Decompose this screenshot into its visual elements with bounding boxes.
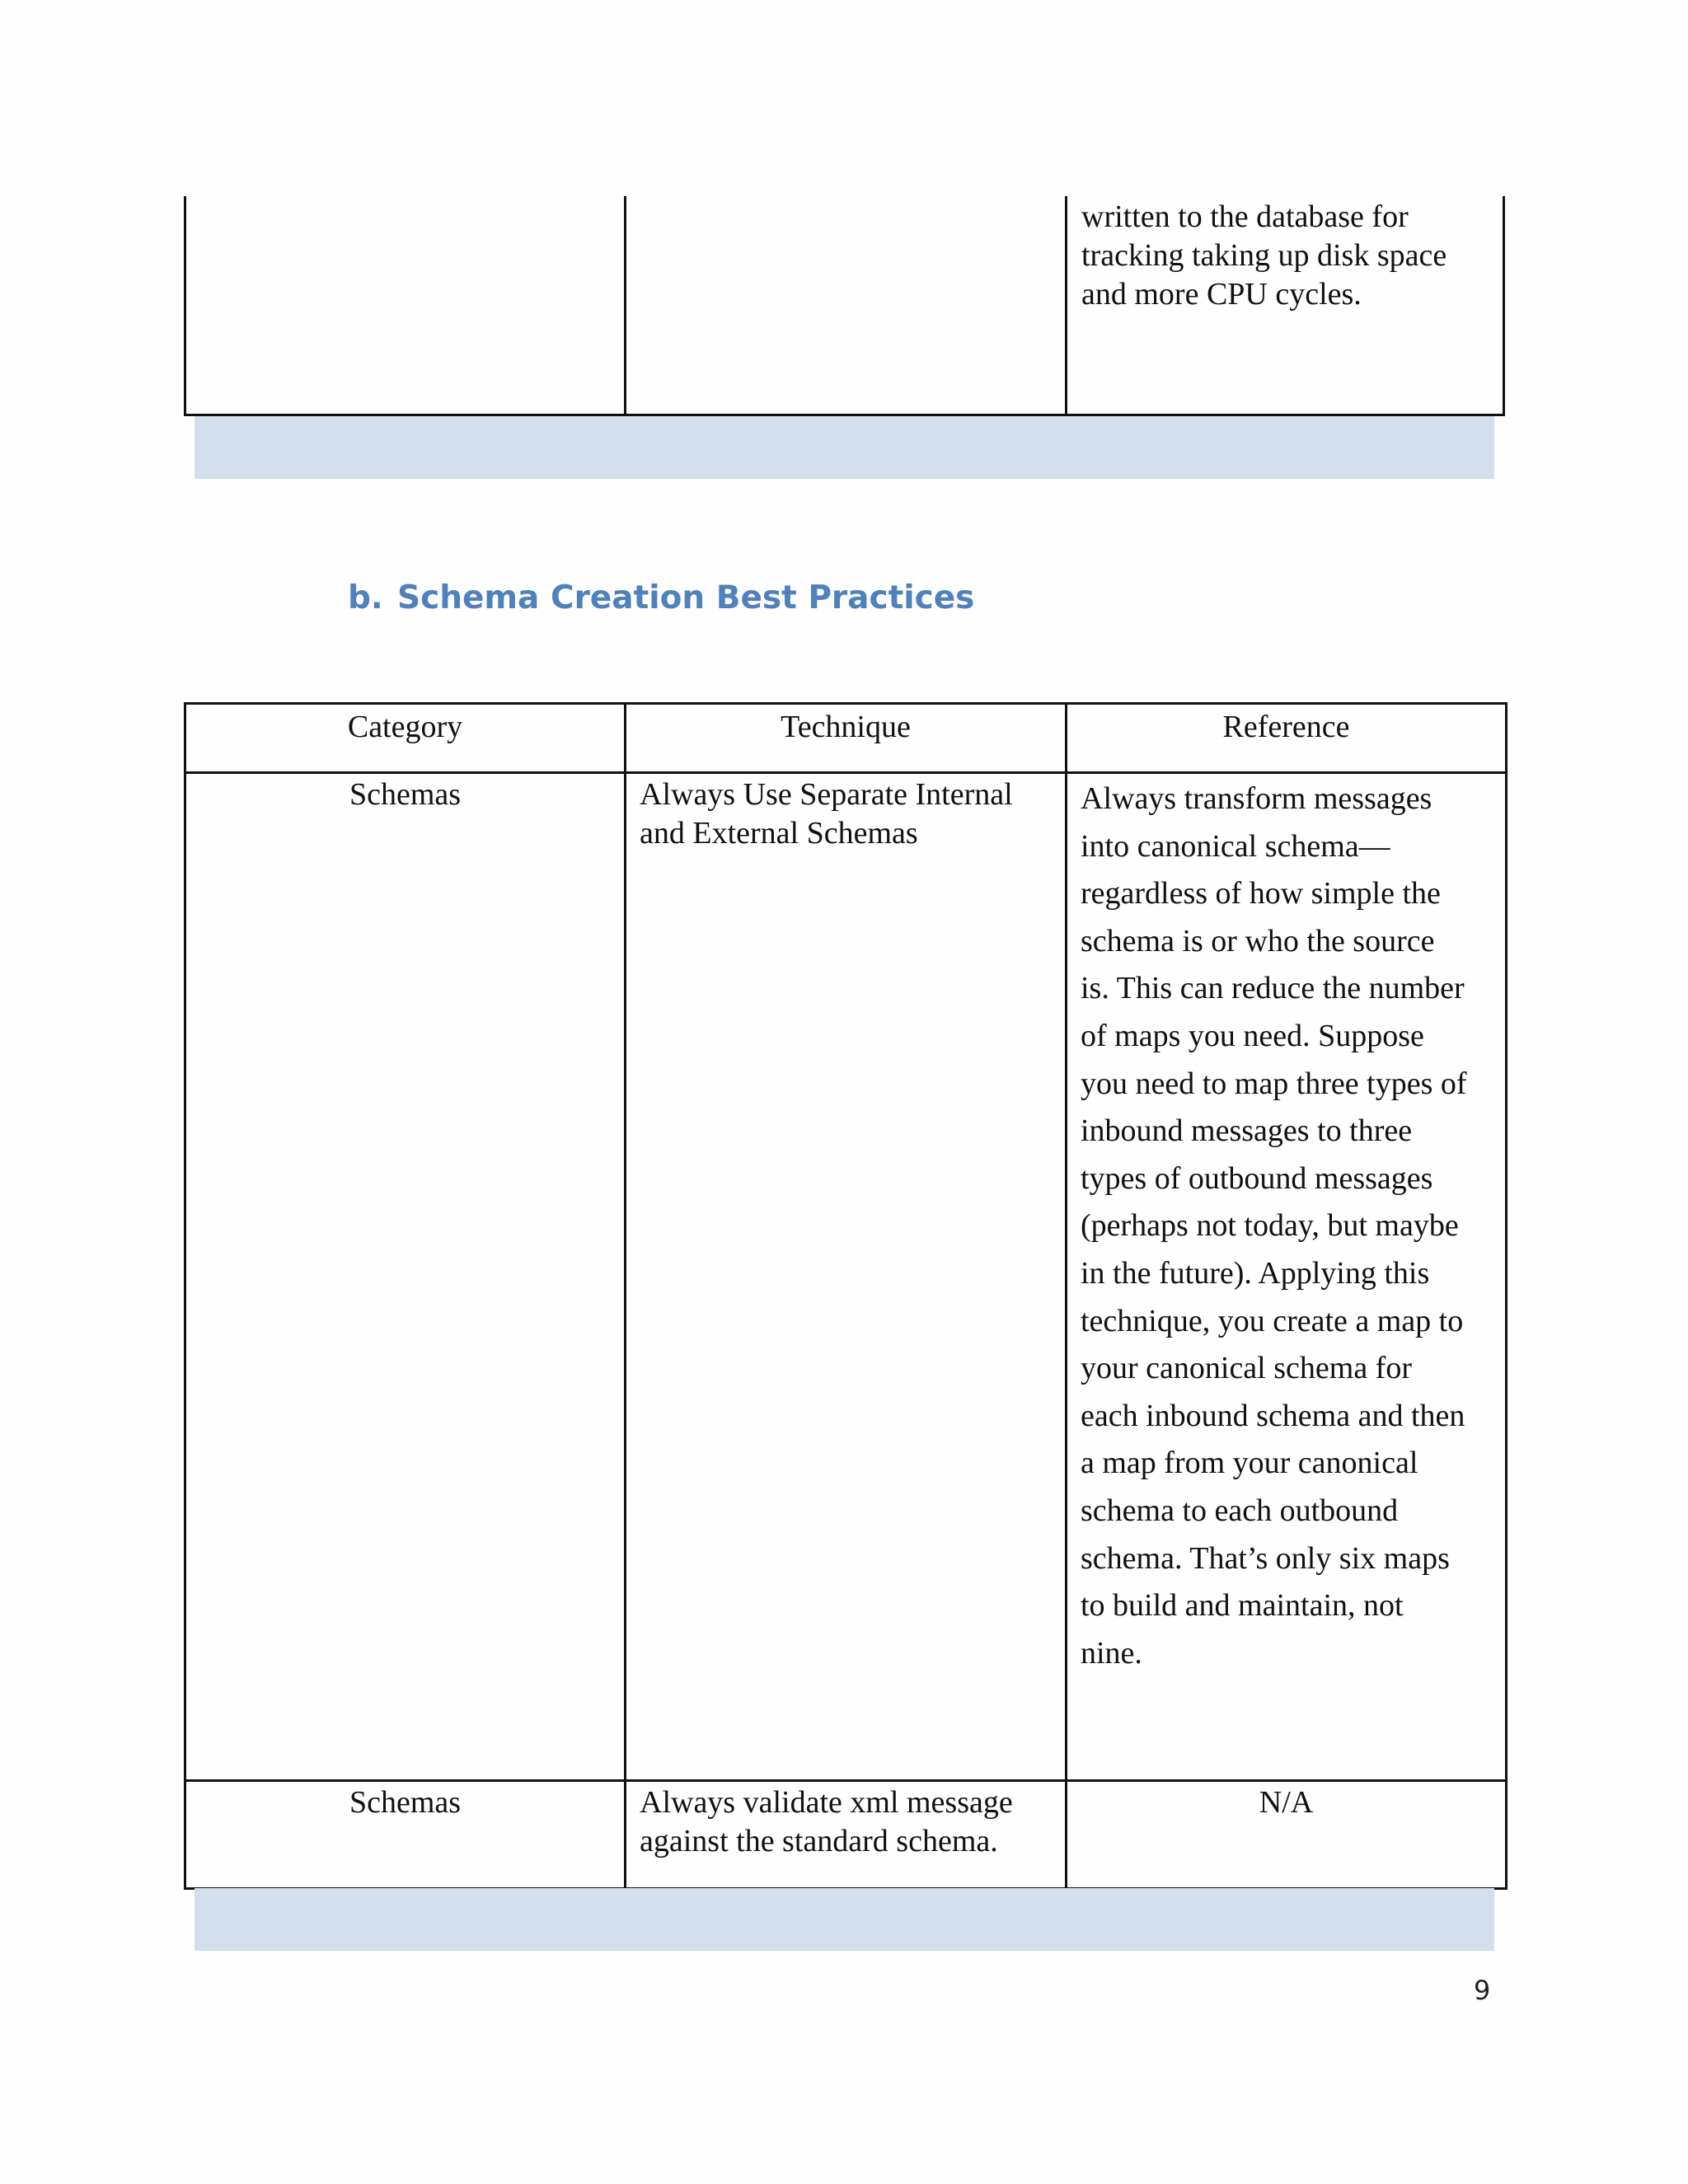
table-row — [185, 773, 1507, 1781]
text-line: types of outbound messages — [1081, 1160, 1433, 1196]
text-line: Always transform messages — [1081, 781, 1432, 816]
column-header-category: Category — [185, 704, 626, 773]
category-cell: Schemas — [185, 1781, 626, 1889]
list-marker: b. — [348, 579, 383, 616]
section-heading — [348, 579, 974, 616]
technique-cell — [626, 773, 1067, 1781]
table-header-row — [185, 704, 1507, 773]
technique-cell — [626, 1781, 1067, 1889]
text-line: schema is or who the source — [1081, 923, 1435, 958]
column-header-technique: Technique — [626, 704, 1067, 773]
text-line: in the future). Applying this — [1081, 1255, 1430, 1291]
text-line: Always validate xml message — [640, 1785, 1013, 1820]
column-divider — [624, 196, 626, 414]
text-line: technique, you create a map to — [1081, 1303, 1464, 1338]
category-cell: Schemas — [185, 773, 626, 1781]
table-footer-band — [195, 416, 1494, 479]
table-row — [185, 1781, 1507, 1889]
column-header-reference: Reference — [1067, 704, 1507, 773]
text-line: nine. — [1081, 1635, 1142, 1671]
text-line: your canonical schema for — [1081, 1351, 1412, 1386]
text-line: Always Use Separate Internal — [640, 777, 1013, 812]
continued-reference-cell — [1081, 198, 1498, 314]
text-line: schema to each outbound — [1081, 1493, 1399, 1528]
text-line: against the standard schema. — [640, 1824, 998, 1858]
continued-table — [184, 196, 1505, 416]
text-line: regardless of how simple the — [1081, 876, 1441, 912]
text-line: written to the database for — [1081, 199, 1409, 234]
text-line: schema. That’s only six maps — [1081, 1540, 1450, 1576]
column-divider — [1065, 196, 1067, 414]
text-line: a map from your canonical — [1081, 1446, 1418, 1481]
text-line: and more CPU cycles. — [1081, 277, 1362, 312]
text-line: and External Schemas — [640, 816, 918, 851]
text-line: inbound messages to three — [1081, 1113, 1413, 1149]
table-footer-band — [195, 1888, 1494, 1951]
text-line: of maps you need. Suppose — [1081, 1018, 1424, 1053]
text-line: into canonical schema— — [1081, 828, 1390, 864]
section-title: Schema Creation Best Practices — [397, 579, 975, 616]
reference-cell: N/A — [1067, 1781, 1507, 1889]
best-practices-table — [184, 702, 1507, 1890]
text-line: tracking taking up disk space — [1081, 238, 1447, 273]
text-line: each inbound schema and then — [1081, 1398, 1465, 1433]
text-line: to build and maintain, not — [1081, 1588, 1404, 1624]
text-line: you need to map three types of — [1081, 1066, 1467, 1101]
text-line: is. This can reduce the number — [1081, 971, 1465, 1006]
page-number: 9 — [1474, 1975, 1491, 2006]
reference-cell — [1067, 773, 1507, 1781]
text-line: (perhaps not today, but maybe — [1081, 1208, 1459, 1244]
